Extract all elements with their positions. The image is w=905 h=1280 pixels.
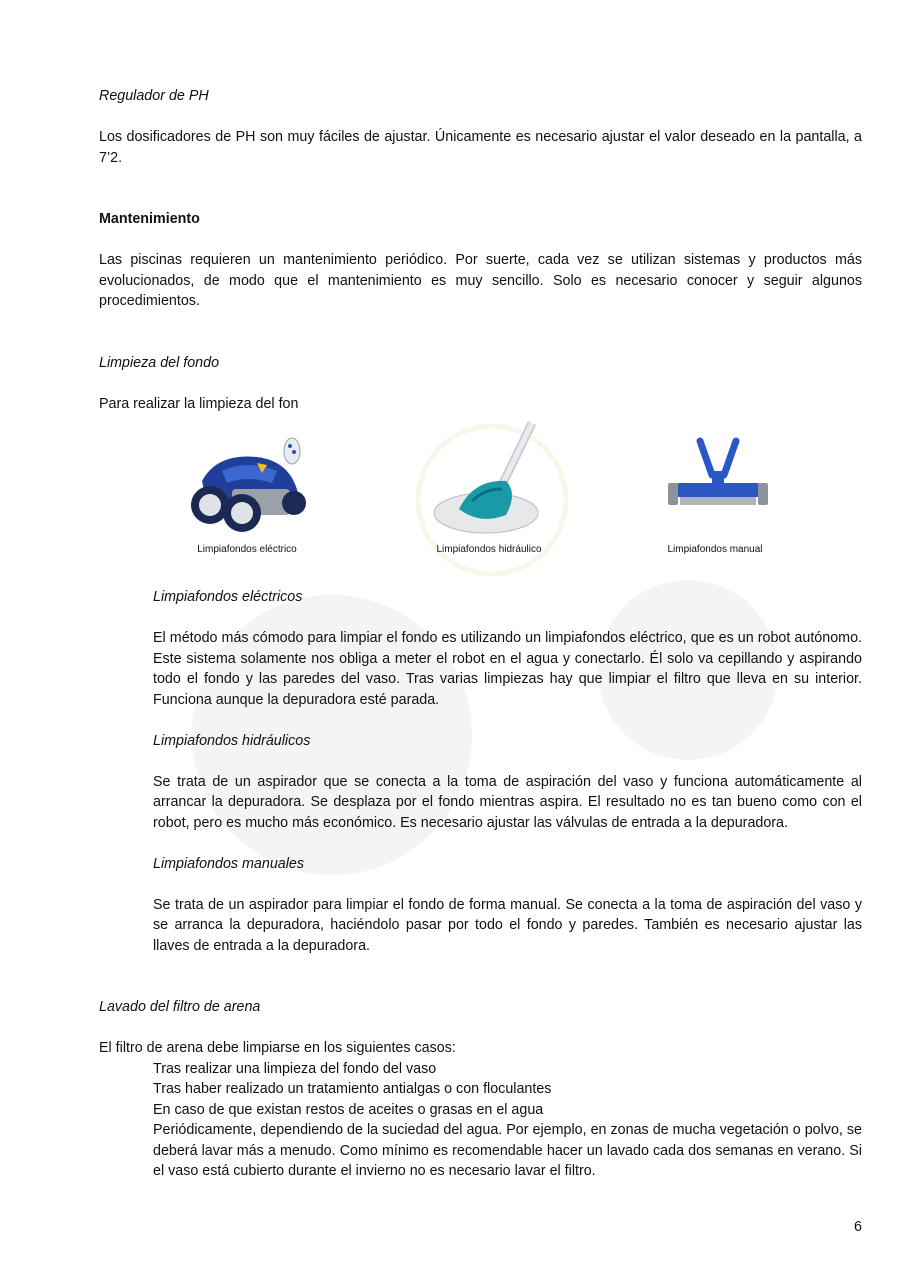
list-item: Tras haber realizado un tratamiento antialgas o con floculantes [153,1081,552,1097]
figure-hydraulic [389,421,589,557]
manual-pool-brush-icon [640,421,790,541]
paragraph-lavado-intro: El filtro de arena debe limpiarse en los siguientes casos: [99,1040,456,1056]
paragraph-hidraulicos: Se trata de un aspirador que se conecta a la toma de aspiración del vaso y funciona automáticamente al arrancar la depuradora. Se desplaza por el fondo mientras aspira. El resultado no es tan bueno como con el robot, pero es mucho más económico. Es necesario ajustar las válvulas de entrada a la depuradora. [153,773,862,831]
paragraph-mantenimiento: Las piscinas requieren un mantenimiento periódico. Por suerte, cada vez se utilizan sistemas y productos más evolucionados, de modo que el mantenimiento es muy sencillo. Solo es necesario conocer y seguir algunos procedimientos. [99,252,862,309]
list-item: Periódicamente, dependiendo de la suciedad del agua. Por ejemplo, en zonas de mucha vegetación o polvo, se deberá lavar más a menudo. Como mínimo es recomendable hacer un lavado cada dos semanas en verano. Si el vaso está cubierto durante el invierno no es necesario lavar el filtro. [153,1122,862,1179]
page-content [99,86,862,1182]
figure-electric [147,421,347,557]
cleaner-figures [99,421,862,587]
heading-lavado-filtro: Lavado del filtro de arena [99,999,261,1015]
caption-manual: Limpiafondos manual [667,544,763,555]
page-number: 6 [854,1219,862,1235]
heading-manuales: Limpiafondos manuales [153,855,305,872]
caption-hydraulic: Limpiafondos hidráulico [436,544,542,555]
heading-mantenimiento: Mantenimiento [99,211,200,227]
list-item: En caso de que existan restos de aceites o grasas en el agua [153,1101,544,1118]
caption-electric: Limpiafondos eléctrico [197,544,297,555]
hydraulic-pool-cleaner-icon [414,421,564,541]
heading-electricos: Limpiafondos eléctricos [153,589,303,605]
heading-hidraulicos: Limpiafondos hidráulicos [153,732,311,749]
paragraph-limpieza-intro: Para realizar la limpieza del fon [99,395,299,412]
electric-pool-robot-icon [172,421,322,541]
figure-manual [615,421,815,557]
paragraph-regulador-ph: Los dosificadores de PH son muy fáciles de ajustar. Únicamente es necesario ajustar el valor deseado en la pantalla, a 7’2. [99,129,862,166]
heading-limpieza-fondo: Limpieza del fondo [99,354,220,371]
lavado-list [153,1059,862,1182]
heading-regulador-ph: Regulador de PH [99,88,209,104]
paragraph-electricos: El método más cómodo para limpiar el fondo es utilizando un limpiafondos eléctrico, que es un robot autónomo. Este sistema solamente nos obliga a meter el robot en el agua y conectarlo. Él solo va cepillando y aspirando todo el fondo y las paredes del vaso. Tras varias limpiezas hay que limpiar el filtro que lleva en su interior. Funciona aunque la depuradora esté parada. [153,630,862,708]
cleaner-types [153,587,862,956]
list-item: Tras realizar una limpieza del fondo del vaso [153,1060,437,1077]
paragraph-manuales: Se trata de un aspirador para limpiar el fondo de forma manual. Se conecta a la toma de aspiración del vaso y se arranca la depuradora, haciéndolo pasar por todo el fondo y paredes. También es necesario ajustar las llaves de entrada a la depuradora. [153,896,862,954]
